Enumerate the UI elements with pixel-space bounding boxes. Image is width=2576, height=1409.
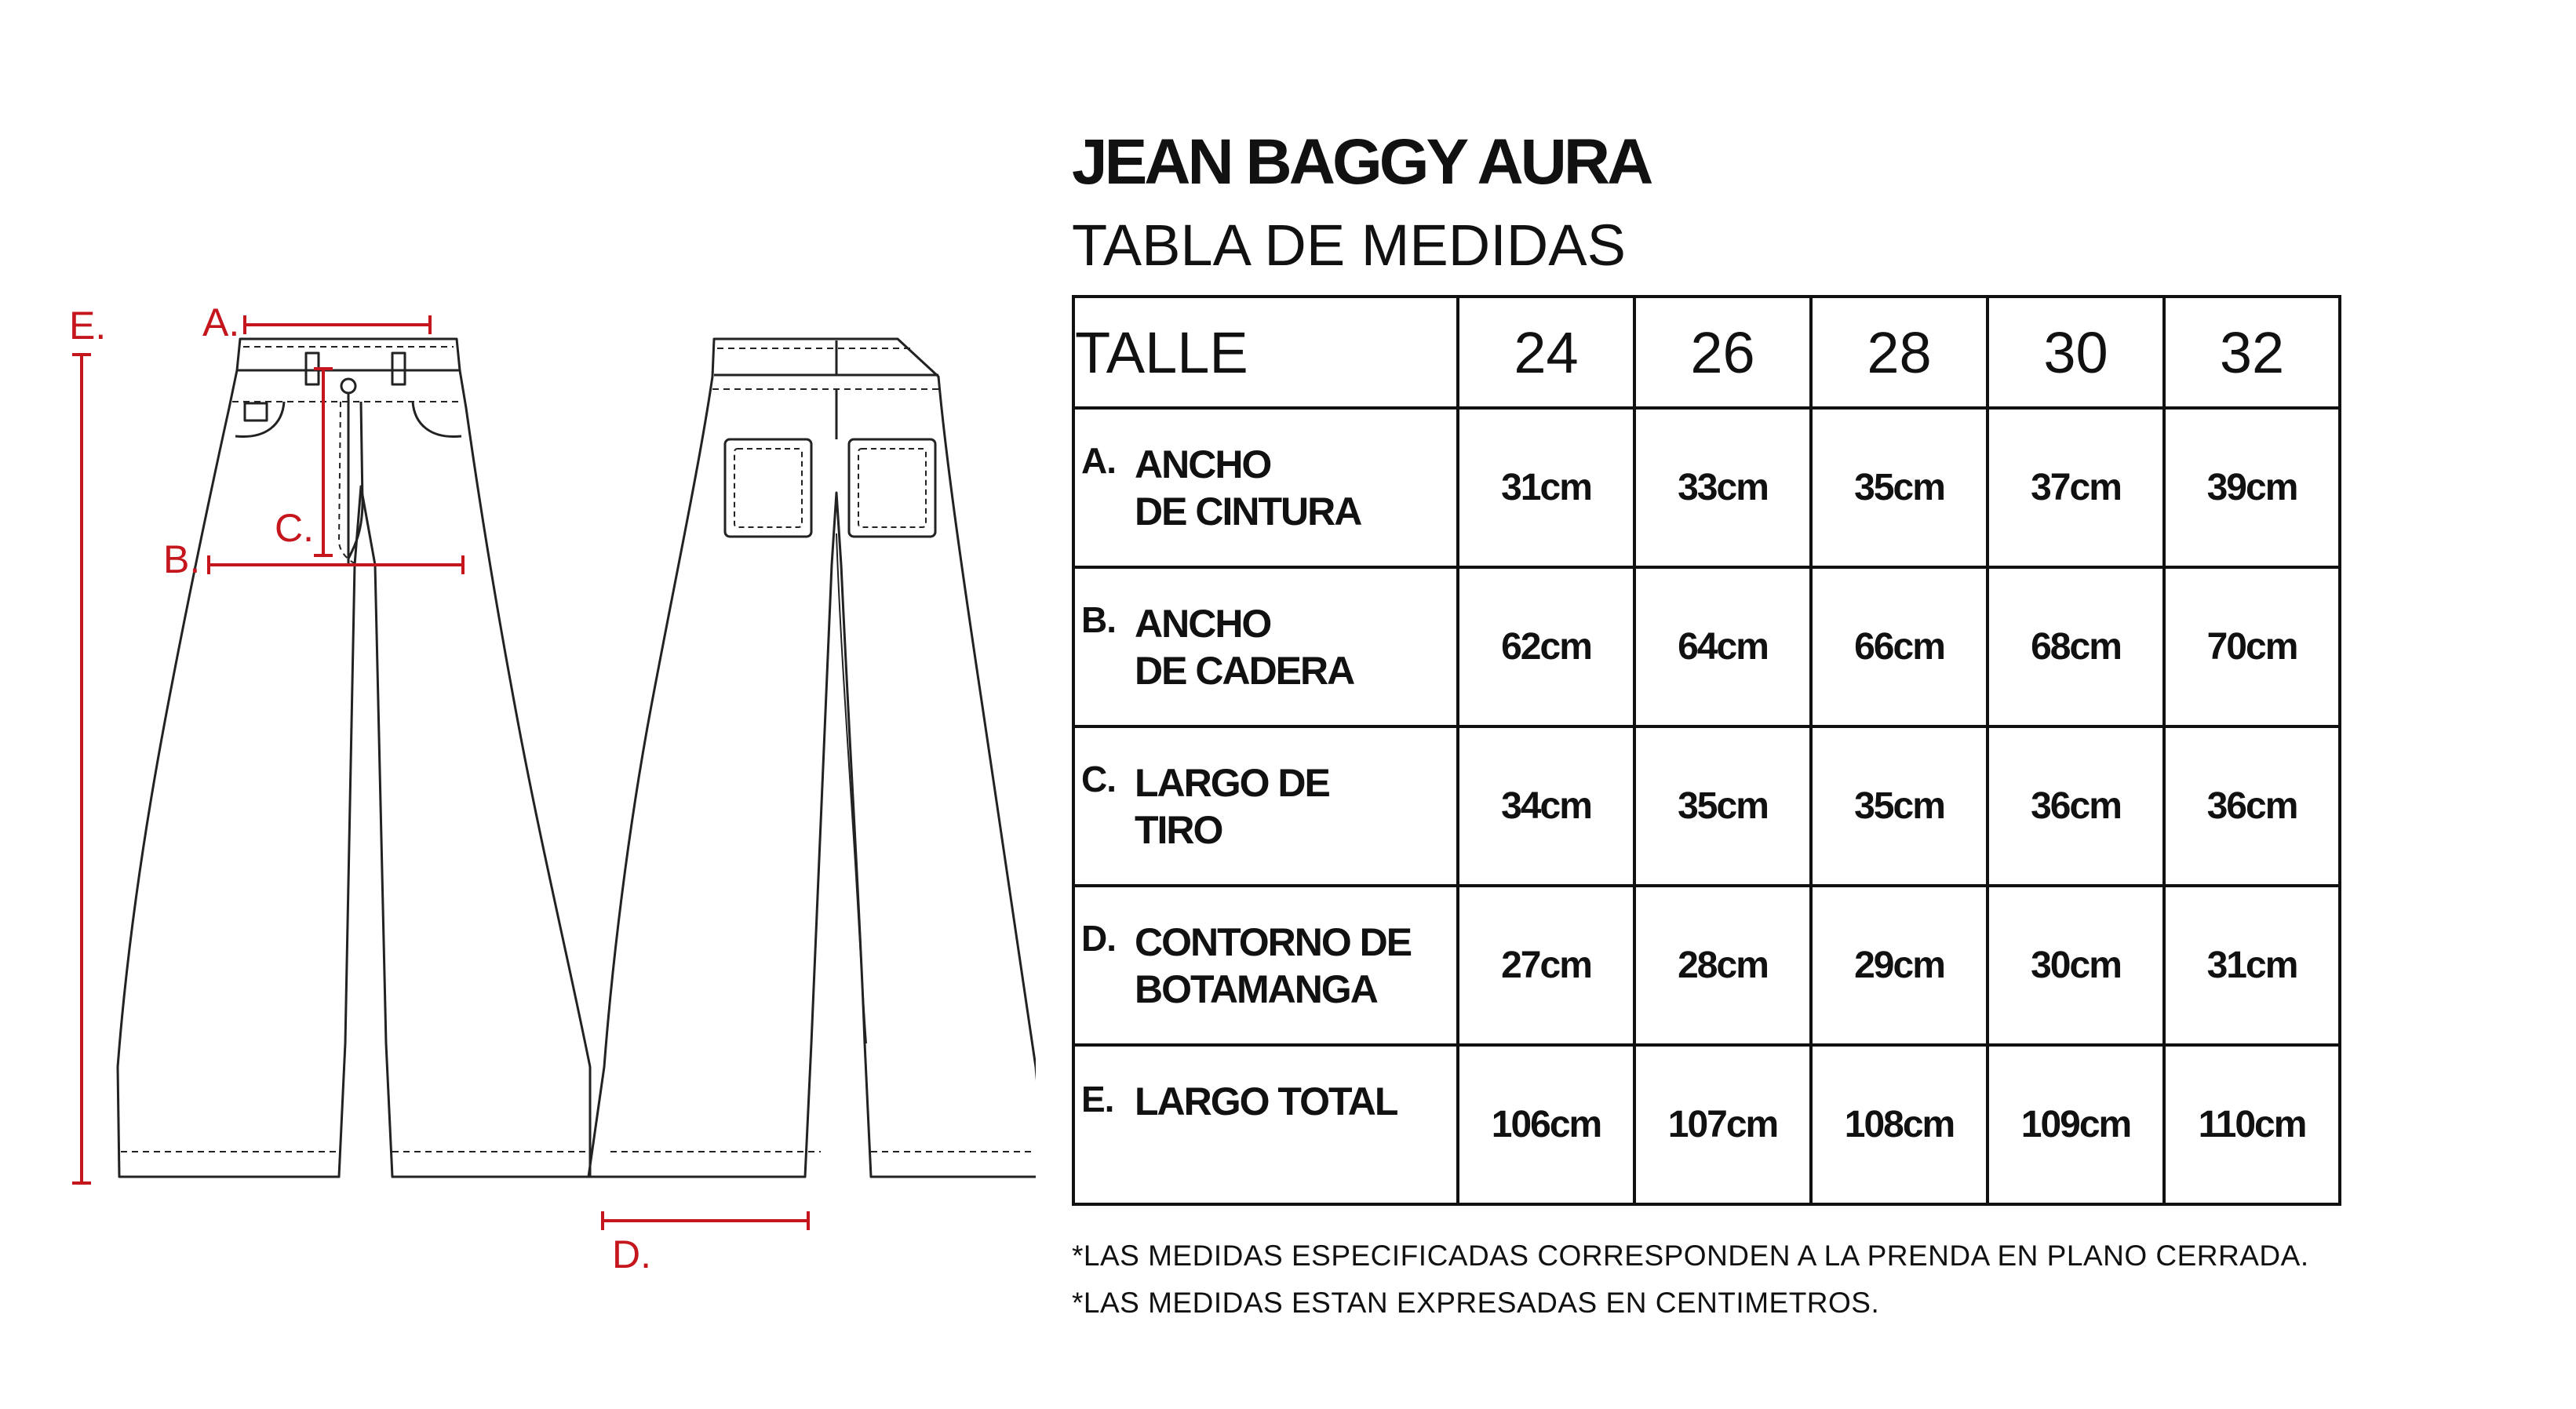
dimension-label-a: A. [202,300,240,344]
table-cell: 30cm [1988,886,2164,1045]
table-cell: 110cm [2164,1045,2340,1204]
table-cell: 62cm [1458,567,1634,726]
dimension-b-line [209,555,463,574]
dimension-label-c: C. [275,506,314,550]
dimension-d-line [603,1211,808,1230]
table-cell: 27cm [1458,886,1634,1045]
row-label-line: ANCHO [1135,442,1271,486]
table-cell: 29cm [1811,886,1988,1045]
row-letter: E. [1081,1079,1114,1120]
row-label-line: TIRO [1135,807,1222,852]
table-row [1073,886,2340,1045]
header-size: 28 [1811,297,1988,408]
header-size: 24 [1458,297,1634,408]
row-label-line: LARGO TOTAL [1135,1080,1397,1123]
table-row [1073,726,2340,886]
dimension-c-line [314,369,333,555]
row-label-line: BOTAMANGA [1135,967,1377,1011]
dimension-label-e: E. [69,304,107,348]
row-label-line: ANCHO [1135,601,1271,646]
table-subtitle: TABLA DE MEDIDAS [1072,213,1626,278]
table-row [1073,1045,2340,1204]
header-size: 32 [2164,297,2340,408]
table-cell: 70cm [2164,567,2340,726]
table-cell: 106cm [1458,1045,1634,1204]
dimension-label-b: B. [163,537,201,581]
row-letter: D. [1081,918,1116,959]
row-label [1073,726,1458,886]
front-view [118,339,590,1177]
table-cell: 37cm [1988,408,2164,567]
table-cell: 66cm [1811,567,1988,726]
table-cell: 108cm [1811,1045,1988,1204]
table-cell: 107cm [1634,1045,1811,1204]
table-cell: 31cm [2164,886,2340,1045]
table-header-row [1073,297,2340,408]
dimension-a-line [245,315,430,334]
row-letter: A. [1081,440,1116,481]
row-label-line: DE CINTURA [1135,489,1361,533]
row-letter: B. [1081,599,1116,640]
row-label [1073,886,1458,1045]
header-size: 30 [1988,297,2164,408]
size-chart-table [1072,295,2341,1206]
table-cell: 34cm [1458,726,1634,886]
table-cell: 35cm [1811,726,1988,886]
table-row [1073,567,2340,726]
table-cell: 64cm [1634,567,1811,726]
table-cell: 31cm [1458,408,1634,567]
row-label [1073,1045,1458,1204]
footnote: *LAS MEDIDAS ESTAN EXPRESADAS EN CENTIMETROS. [1072,1287,1880,1319]
table-cell: 36cm [2164,726,2340,886]
dimension-e-line [72,355,91,1183]
row-label [1073,408,1458,567]
table-cell: 68cm [1988,567,2164,726]
dimension-label-d: D. [612,1232,651,1276]
header-size: 26 [1634,297,1811,408]
jeans-technical-drawing [0,0,1036,1409]
footnote: *LAS MEDIDAS ESPECIFICADAS CORRESPONDEN A LA PRENDA EN PLANO CERRADA. [1072,1240,2309,1272]
dimension-markers [72,315,808,1230]
table-cell: 33cm [1634,408,1811,567]
table-cell: 36cm [1988,726,2164,886]
table-cell: 35cm [1634,726,1811,886]
table-cell: 35cm [1811,408,1988,567]
row-label [1073,567,1458,726]
table-cell: 109cm [1988,1045,2164,1204]
table-row [1073,408,2340,567]
header-talle: TALLE [1073,297,1458,408]
table-cell: 28cm [1634,886,1811,1045]
row-letter: C. [1081,759,1116,799]
table-cell: 39cm [2164,408,2340,567]
row-label-line: DE CADERA [1135,648,1354,693]
back-view [588,339,1036,1177]
row-label-line: LARGO DE [1135,760,1329,805]
product-title: JEAN BAGGY AURA [1072,126,1651,198]
row-label-line: CONTORNO DE [1135,919,1412,964]
